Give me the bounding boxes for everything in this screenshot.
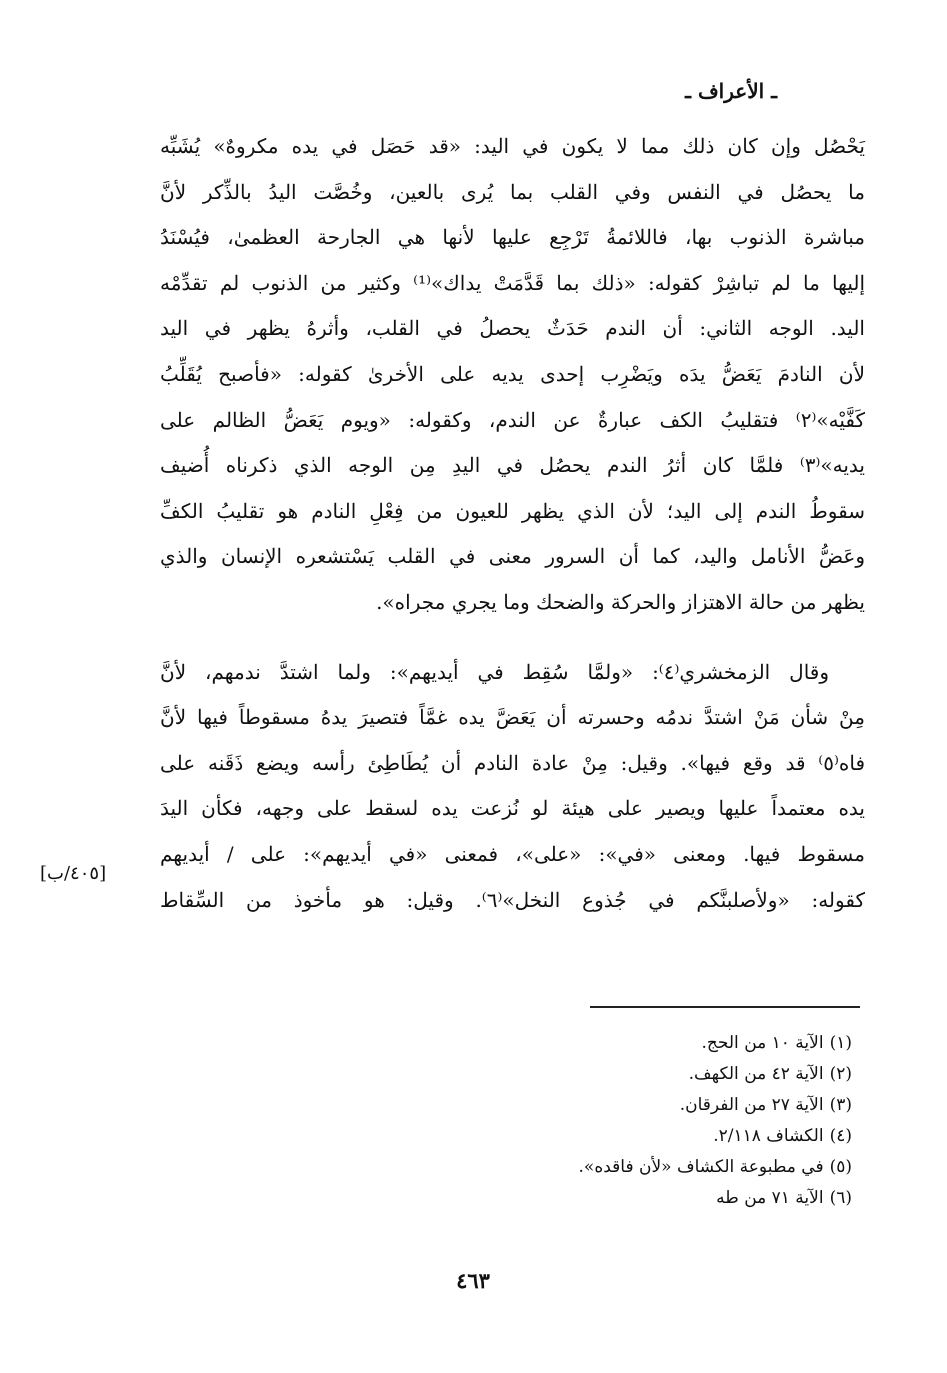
text-line: ما يحصُل في النفس وفي القلب بما يُرى بالعين، وخُصَّت اليدُ بالذِّكر لأنَّ [160, 179, 865, 204]
footnote-text: الآية ٢٧ من الفرقان. [679, 1095, 824, 1115]
footnote [400, 1059, 852, 1090]
running-header: ـ الأعراف ـ [685, 79, 777, 103]
footnote [400, 1028, 852, 1059]
footnote [400, 1090, 852, 1121]
text-line: وعَضُّ الأنامل واليد، كما أن السرور معنى في القلب يَسْتشعره الإنسان والذي [160, 544, 865, 569]
footnote [400, 1121, 852, 1152]
text-line: وقال الزمخشري⁽٤⁾: «ولمَّا سُقِط في أيديهم»: ولما اشتدَّ ندمهم، لأنَّ [160, 659, 830, 684]
text-line: مباشرة الذنوب بها، فاللائمةُ تَرْجِع عليها لأنها هي الجارحة العظمىٰ، فيُسْنَدُ [160, 225, 865, 250]
paragraph-gap [160, 626, 865, 650]
text-line: يظهر من حالة الاهتزاز والحركة والضحك وما يجري مجراه». [376, 589, 865, 614]
text-line: مِنْ شأن مَنْ اشتدَّ ندمُه وحسرته أن يَعَضَّ يده غمَّاً فتصيرَ يدهُ مسقوطاً فيها لأنَّ [160, 705, 865, 730]
text-line: كَفَّيْه»⁽٢⁾ فتقليبُ الكف عبارةٌ عن الندم، وكقوله: «ويوم يَعَضُّ الظالم على [160, 407, 865, 432]
footnote-number: (١) [829, 1033, 852, 1053]
footnote-number: (٣) [829, 1095, 852, 1115]
text-line: يديه»⁽٣⁾ فلمَّا كان أثرُ الندم يحصُل في اليدِ مِن الوجه الذي ذكرناه أُضيف [160, 453, 865, 478]
text-line: يَحْصُل وإن كان ذلك مما لا يكون في اليد: «قد حَصَل في يده مكروهٌ» يُشَبِّه [160, 134, 865, 158]
footnote-text: الآية ١٠ من الحج. [701, 1033, 824, 1053]
footnote [400, 1183, 852, 1214]
footnote-number: (٥) [829, 1157, 852, 1177]
text-line: يده معتمداً عليها ويصير على هيئة لو نُزعت يده لسقط على وجهه، فكأن اليدَ [160, 796, 865, 821]
manuscript-folio-marker: [٤٠٥/ب] [40, 863, 107, 884]
main-text [160, 124, 865, 923]
page-number: ٤٦٣ [456, 1268, 490, 1293]
text-line: مسقوط فيها. ومعنى «في»: «على»، فمعنى «في أيديهم»: على / أيديهم [160, 841, 865, 866]
text-line: لأن النادمَ يَعَضُّ يدَه ويَضْرِب إحدى يديه على الأخرىٰ كقوله: «فأصبح يُقَلِّبُ [160, 361, 865, 386]
footnote-text: الآية ٤٢ من الكهف. [688, 1064, 824, 1084]
footnote-separator [590, 1006, 860, 1008]
footnote [400, 1152, 852, 1183]
text-line: فاه⁽٥⁾ قد وقع فيها». وقيل: مِنْ عادة النادم أن يُطَاطِئ رأسه ويضع ذَقَنه على [160, 750, 865, 775]
paragraph-1 [160, 124, 865, 626]
paragraph-2 [160, 650, 865, 924]
footnote-text: في مطبوعة الكشاف «لأن فاقده». [578, 1157, 824, 1177]
text-line: إليها ما لم تباشِرْ كقوله: «ذلك بما قَدَّمَتْ يداك»⁽¹⁾ وكثير من الذنوب لم تقدِّمْه [160, 270, 866, 295]
footnote-number: (٦) [829, 1188, 852, 1208]
footnotes-list [400, 1028, 852, 1214]
footnote-text: الآية ٧١ من طه [716, 1188, 824, 1208]
text-line: سقوطُ الندم إلى اليد؛ لأن الذي يظهر للعيون من فِعْلِ النادم هو تقليبُ الكفِّ [160, 498, 865, 523]
footnote-text: الكشاف ٢/١١٨. [713, 1126, 824, 1146]
footnote-number: (٢) [829, 1064, 852, 1084]
text-line: كقوله: «ولأصلبنَّكم في جُذوع النخل»⁽٦⁾. وقيل: هو مأخوذ من السِّقاط [160, 887, 866, 912]
text-line: اليد. الوجه الثاني: أن الندم حَدَثٌ يحصلُ في القلب، وأثرهُ يظهر في اليد [160, 316, 865, 341]
footnote-number: (٤) [829, 1126, 852, 1146]
